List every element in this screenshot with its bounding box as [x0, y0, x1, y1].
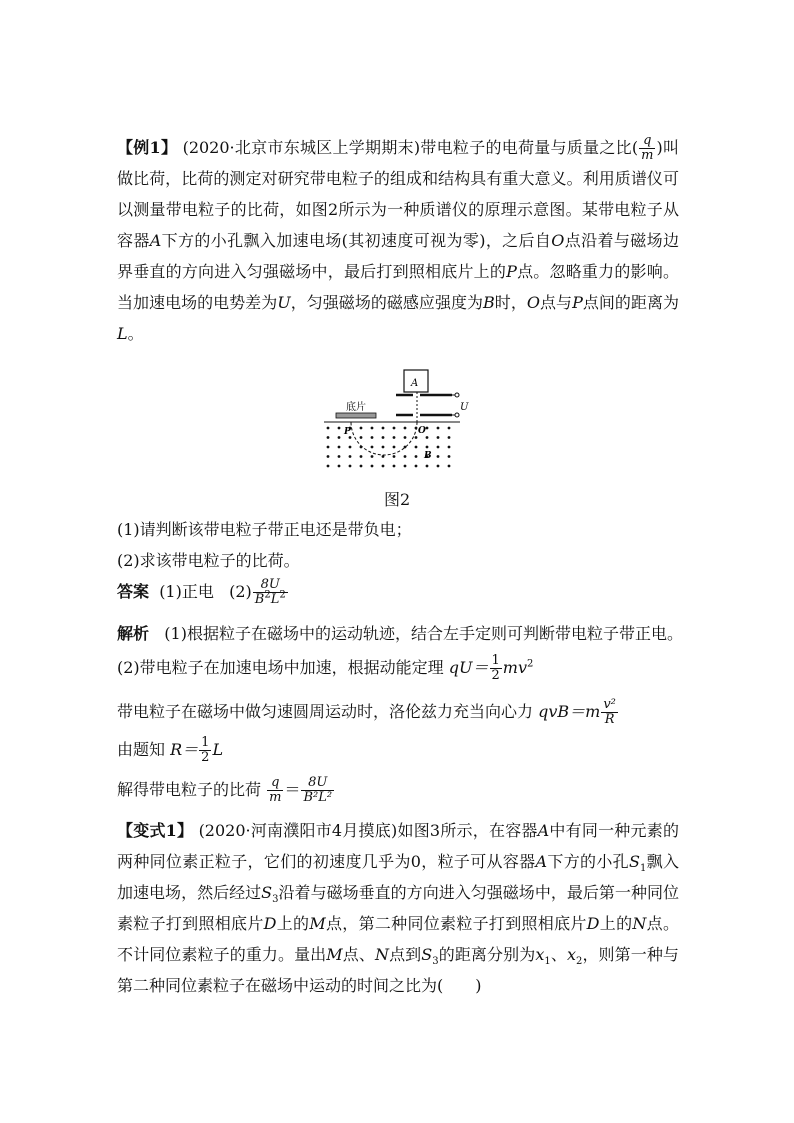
frac-num: 8U: [253, 578, 288, 593]
field-dot: [437, 455, 440, 458]
frac-num: 1: [491, 653, 500, 668]
answer-fraction: [253, 578, 288, 607]
label-o: O: [418, 426, 426, 436]
field-dot: [382, 465, 385, 468]
var: L: [270, 592, 280, 607]
mass-spectrometer-figure: [320, 364, 520, 474]
variant-text: ，则第一种与第二种同位素粒子在磁场中运动的时间之比为( ): [117, 945, 679, 995]
variant-text: 上的: [599, 914, 633, 933]
qm-fraction: [267, 776, 283, 805]
equals: ＝: [284, 780, 301, 799]
formula: qU＝: [448, 658, 489, 677]
field-dot: [360, 427, 363, 430]
var: A: [535, 852, 548, 871]
field-dot: [426, 427, 429, 430]
label-b: B: [424, 451, 432, 461]
analysis-3: [117, 698, 619, 727]
frac-num: v²: [603, 697, 616, 712]
field-dot: [360, 436, 363, 439]
var: A: [537, 821, 550, 840]
formula: R＝: [170, 740, 199, 759]
var: O: [551, 231, 565, 250]
terminal-top: [455, 393, 459, 397]
field-dot: [415, 455, 418, 458]
field-dot: [448, 427, 451, 430]
question-1: (1)请判断该带电粒子带正电还是带负电；: [117, 520, 412, 539]
analysis-label: 解析: [117, 624, 150, 643]
example-text: 时，: [494, 293, 527, 312]
question-2: (2)求该带电粒子的比荷。: [117, 551, 300, 570]
var: S: [421, 945, 433, 964]
frac-den: [253, 589, 288, 607]
variant-text: 点到: [388, 945, 422, 964]
variant-text: 点。不计同位素粒子的重力。量出: [117, 914, 679, 964]
var: P: [506, 262, 517, 281]
var: O: [526, 293, 540, 312]
var: B: [254, 592, 265, 607]
var: S: [628, 852, 640, 871]
label-film: 底片: [346, 402, 366, 413]
sub: 1: [639, 863, 647, 875]
qm-fraction: [639, 134, 655, 163]
analysis-text: (1)根据粒子在磁场中的运动轨迹，结合左手定则可判断带电粒子带正电。: [164, 624, 683, 643]
figure-caption: 图2: [384, 490, 411, 509]
field-dot: [437, 465, 440, 468]
formula: mv: [502, 658, 527, 677]
var: S: [261, 883, 273, 902]
field-dot: [448, 436, 451, 439]
field-dot: [382, 455, 385, 458]
field-dot: [360, 455, 363, 458]
frac-den: 2: [201, 750, 210, 765]
field-dot: [371, 427, 374, 430]
label-a: A: [411, 378, 419, 389]
variant-text: 点，第二种同位素粒子打到照相底片: [325, 914, 587, 933]
variant-text: 中有同一种元素的两种同位素正粒子，它们的初速度几乎为0，粒子可从容器: [117, 821, 679, 871]
sub: 3: [272, 894, 279, 906]
field-dot: [349, 465, 352, 468]
analysis-1: [117, 621, 683, 644]
field-dot: [393, 465, 396, 468]
var: x: [535, 945, 545, 964]
field-dot: [404, 446, 407, 449]
example-text: 点间的距离为: [582, 293, 679, 312]
field-dot: [382, 427, 385, 430]
field-dot: [338, 436, 341, 439]
frac-num: 8U: [301, 776, 334, 791]
frac-den: m: [269, 790, 282, 805]
field-dot: [338, 446, 341, 449]
field-dot: [327, 455, 330, 458]
variant-text: 沿着与磁场垂直的方向进入匀强磁场中，最后第一种同位素粒子打到照相底片: [117, 883, 679, 933]
sub: 1: [544, 956, 551, 968]
frac-den: 2: [491, 668, 500, 683]
centripetal-fraction: [601, 698, 618, 727]
field-dot: [360, 446, 363, 449]
field-dot: [426, 446, 429, 449]
var: M: [326, 945, 343, 964]
var: N: [632, 914, 647, 933]
field-dot: [338, 465, 341, 468]
half-fraction: [490, 654, 502, 683]
example-text: )叫做比荷，比荷的测定对研究带电粒子的组成和结构具有重大意义。利用质谱仪可以测量带电粒子的比荷，如图2所示为一种质谱仪的原理示意图。某带电粒子从容器: [117, 138, 679, 250]
var: x: [566, 945, 576, 964]
var: D: [586, 914, 600, 933]
example-text: 点沿着与磁场边界垂直的方向进入匀强磁场中，最后打到照相底片上的: [117, 231, 679, 281]
frac-den: R: [604, 712, 615, 727]
label-p: P: [344, 427, 351, 437]
field-dot: [426, 465, 429, 468]
analysis-text: 解得带电粒子的比荷: [117, 780, 262, 799]
analysis-5: [117, 776, 335, 805]
variant-text: 的距离分别为: [438, 945, 536, 964]
variant-text: 点、: [342, 945, 375, 964]
field-dot: [327, 446, 330, 449]
example-text: 下方的小孔飘入加速电场(其初速度可视为零)，之后自: [161, 231, 552, 250]
example-tag: 【例1】: [117, 138, 178, 157]
variant-text: 上的: [276, 914, 310, 933]
example-text: 。: [127, 324, 144, 343]
answer-label: 答案: [117, 582, 150, 601]
field-dot: [393, 436, 396, 439]
field-dot: [415, 436, 418, 439]
field-dot: [327, 427, 330, 430]
field-dot: [415, 465, 418, 468]
field-dot: [382, 436, 385, 439]
var: M: [309, 914, 326, 933]
variant-text: 飘入加速电场，然后经过: [117, 852, 679, 902]
formula: qvB＝m: [538, 702, 601, 721]
field-dot: [437, 436, 440, 439]
field-dot: [393, 427, 396, 430]
field-dot: [338, 427, 341, 430]
var: L: [117, 324, 128, 343]
half-fraction: [199, 736, 211, 765]
field-dot: [327, 465, 330, 468]
analysis-4: [117, 736, 223, 765]
analysis-2: [117, 654, 533, 683]
field-dot: [426, 436, 429, 439]
field-dot: [404, 455, 407, 458]
example-paragraph: [117, 132, 679, 349]
field-dot: [404, 465, 407, 468]
field-dot: [349, 446, 352, 449]
field-dot: [338, 455, 341, 458]
sub: 2: [575, 956, 583, 968]
var: N: [374, 945, 389, 964]
field-dot: [448, 465, 451, 468]
field-dot: [415, 427, 418, 430]
analysis-text: 由题知: [117, 740, 166, 759]
field-dot: [327, 436, 330, 439]
field-dot: [448, 446, 451, 449]
field-dot: [448, 455, 451, 458]
field-dot: [393, 446, 396, 449]
frac-den: B²L²: [303, 790, 333, 805]
answer-line: [117, 578, 289, 607]
frac-num: q: [267, 776, 283, 791]
field-dot: [404, 427, 407, 430]
var: D: [263, 914, 277, 933]
example-text: 点与: [539, 293, 573, 312]
field-dot: [360, 465, 363, 468]
field-dot: [371, 446, 374, 449]
field-dot: [371, 465, 374, 468]
example-text: 带电粒子的电荷量与质量之比(: [420, 138, 639, 157]
var: B: [483, 293, 495, 312]
result-fraction: [301, 776, 334, 805]
exp: 2: [527, 658, 534, 670]
analysis-text: 带电粒子在磁场中做匀速圆周运动时，洛伦兹力充当向心力: [117, 702, 534, 721]
field-dot: [382, 446, 385, 449]
variant-text: 如图3所示，在容器: [397, 821, 538, 840]
formula: L: [212, 740, 224, 759]
field-dot: [415, 446, 418, 449]
field-dot: [371, 455, 374, 458]
answer-1: (1)正电: [159, 582, 214, 601]
example-text: ，匀强磁场的磁感应强度为: [290, 293, 484, 312]
field-dot: [371, 436, 374, 439]
exp: 2: [264, 589, 271, 601]
photographic-film: [336, 413, 376, 418]
sub: 3: [432, 956, 439, 968]
variant-text: 下方的小孔: [547, 852, 629, 871]
var: A: [149, 231, 162, 250]
label-u: U: [460, 402, 469, 413]
example-source: (2020·北京市东城区上学期期末): [182, 138, 421, 157]
var: P: [572, 293, 583, 312]
field-dot: [393, 455, 396, 458]
exp: 2: [279, 589, 286, 601]
frac-den: m: [641, 148, 654, 163]
field-dot: [349, 455, 352, 458]
analysis-text: (2)带电粒子在加速电场中加速，根据动能定理: [117, 658, 444, 677]
variant-source: (2020·河南濮阳市4月摸底): [198, 821, 398, 840]
variant-text: 、: [550, 945, 567, 964]
frac-num: q: [639, 134, 655, 149]
var: U: [277, 293, 291, 312]
variant-paragraph: [117, 815, 679, 1001]
field-dot: [437, 427, 440, 430]
frac-num: 1: [201, 735, 210, 750]
terminal-bottom: [455, 413, 459, 417]
variant-tag: 【变式1】: [117, 821, 194, 840]
field-dot: [437, 446, 440, 449]
answer-2: (2): [229, 582, 252, 601]
field-dot: [404, 436, 407, 439]
example-text: 点。忽略重力的影响。当加速电场的电势差为: [117, 262, 679, 312]
